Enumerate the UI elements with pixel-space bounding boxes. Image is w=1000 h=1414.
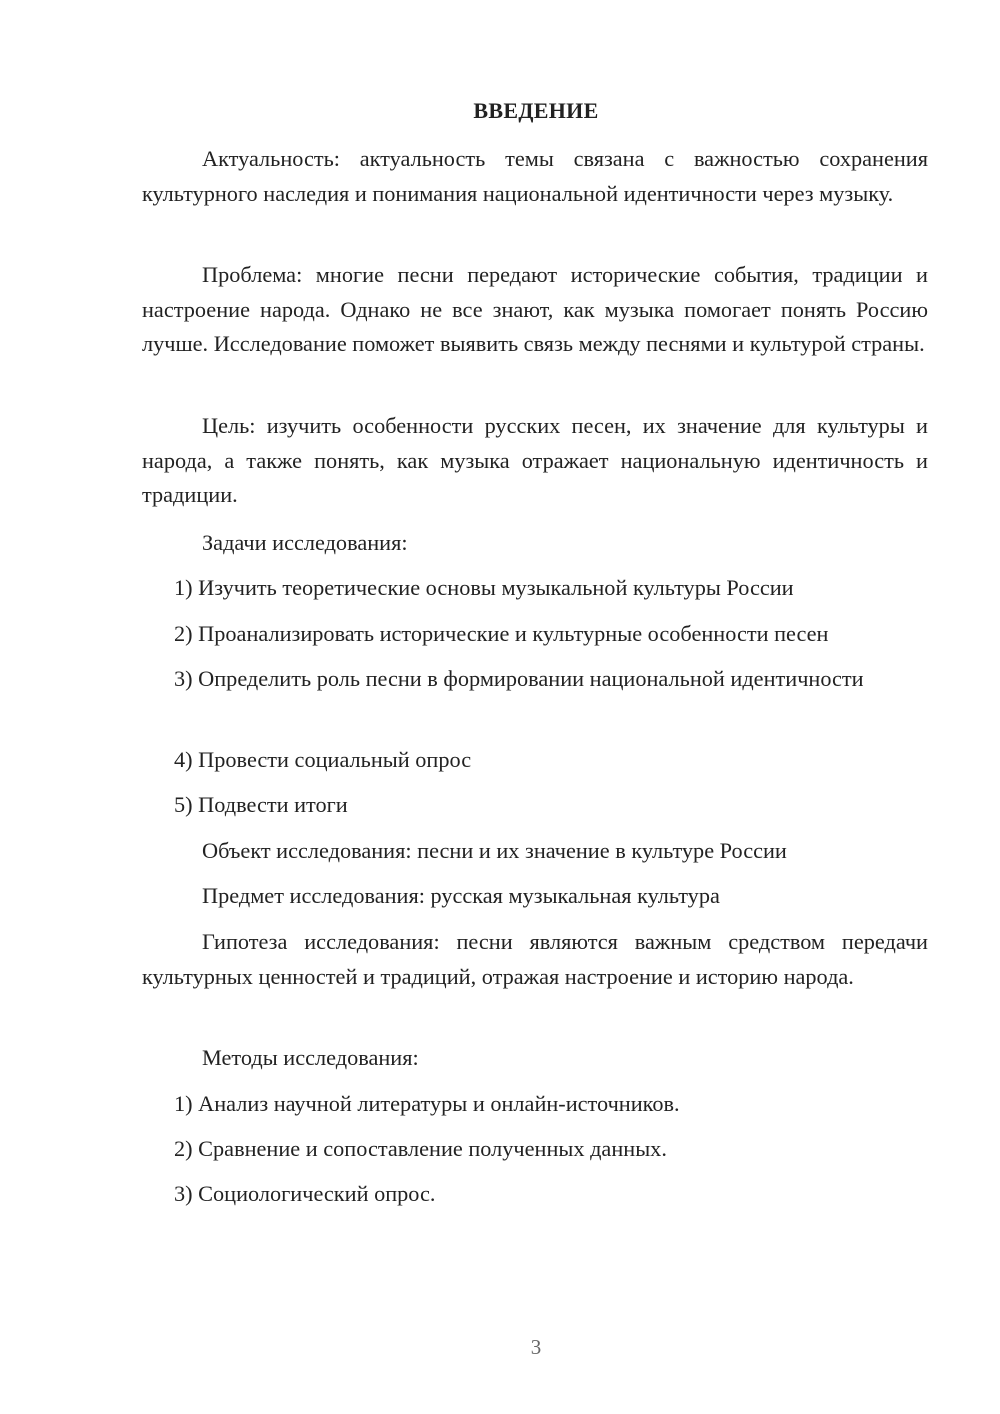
method-item: 1) Анализ научной литературы и онлайн-источников. [174, 1091, 680, 1116]
task-item: 2) Проанализировать исторические и культурные особенности песен [174, 621, 829, 646]
task-item: 1) Изучить теоретические основы музыкальной культуры России [174, 575, 794, 600]
problem-paragraph: Проблема: многие песни передают исторические события, традиции и настроение народа. Однако не все знают, как музыка помогает понять Россию лучше. Исследование поможет выявить связь между песнями и культурой страны. [142, 262, 928, 356]
object-paragraph: Объект исследования: песни и их значение в культуре России [202, 838, 787, 863]
subject-paragraph: Предмет исследования: русская музыкальная культура [202, 883, 720, 908]
page-number: 3 [530, 1335, 542, 1359]
method-item: 3) Социологический опрос. [174, 1181, 436, 1206]
task-item: 5) Подвести итоги [174, 792, 348, 817]
task-item: 3) Определить роль песни в формировании национальной идентичности [174, 666, 864, 691]
task-item: 4) Провести социальный опрос [174, 747, 472, 772]
tasks-label: Задачи исследования: [202, 530, 408, 555]
relevance-paragraph: Актуальность: актуальность темы связана с важностью сохранения культурного наследия и понимания национальной идентичности через музыку. [142, 146, 928, 206]
goal-paragraph: Цель: изучить особенности русских песен, их значение для культуры и народа, а также понять, как музыка отражает национальную идентичность и традиции. [142, 413, 928, 507]
section-heading: ВВЕДЕНИЕ [473, 98, 599, 123]
method-item: 2) Сравнение и сопоставление полученных данных. [174, 1136, 667, 1161]
methods-label: Методы исследования: [202, 1045, 419, 1070]
hypothesis-paragraph: Гипотеза исследования: песни являются важным средством передачи культурных ценностей и традиций, отражая настроение и историю народа. [142, 929, 928, 989]
